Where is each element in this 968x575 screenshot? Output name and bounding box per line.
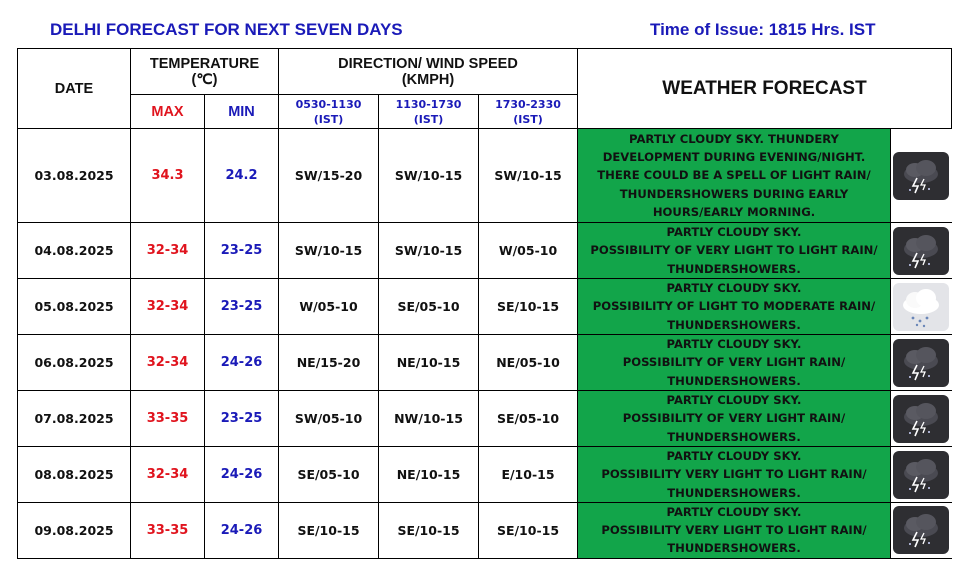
forecast-line: POSSIBILITY OF VERY LIGHT RAIN/: [622, 355, 846, 370]
weather-icon-cell: [891, 279, 952, 335]
header-slot-3-ist: (IST): [513, 112, 543, 126]
forecast-text-cell: [578, 335, 891, 391]
thunderstorm-night-icon: [893, 451, 949, 499]
date-cell: 09.08.2025: [18, 503, 131, 559]
date-cell: 03.08.2025: [18, 129, 131, 223]
forecast-line: THUNDERSHOWERS.: [667, 429, 801, 444]
forecast-line: THUNDERSHOWERS.: [667, 373, 801, 388]
forecast-line: THERE COULD BE A SPELL OF LIGHT RAIN/: [597, 168, 871, 183]
wind-slot-3-cell: SW/10-15: [479, 129, 578, 223]
weather-icon-cell: [891, 129, 952, 223]
header-slot-2-ist: (IST): [413, 112, 444, 126]
wind-slot-2-cell: NE/10-15: [379, 335, 479, 391]
thunderstorm-night-icon: [893, 506, 949, 554]
max-temp-cell: 32-34: [131, 335, 205, 391]
forecast-row: [18, 223, 952, 279]
header-slot-3-time: 1730-2330: [495, 97, 561, 111]
min-temp-cell: 24.2: [205, 129, 279, 223]
header-wind-unit: (KMPH): [401, 71, 455, 88]
wind-slot-2-cell: SW/10-15: [379, 129, 479, 223]
forecast-line: POSSIBILITY VERY LIGHT TO LIGHT RAIN/: [601, 467, 867, 482]
min-temp-cell: 23-25: [205, 391, 279, 447]
forecast-text-cell: [578, 503, 891, 559]
header-row-top: [18, 49, 952, 95]
header-weather-forecast: WEATHER FORECAST: [578, 49, 952, 129]
header-min: MIN: [205, 95, 279, 129]
forecast-text-cell: [578, 129, 891, 223]
rain-cloud-icon: [893, 283, 949, 331]
wind-slot-1-cell: SW/10-15: [279, 223, 379, 279]
forecast-row: [18, 391, 952, 447]
header-slot-1: [279, 95, 379, 129]
forecast-line: POSSIBILITY OF VERY LIGHT RAIN/: [622, 411, 846, 426]
forecast-row: [18, 279, 952, 335]
date-cell: 04.08.2025: [18, 223, 131, 279]
weather-icon-cell: [891, 391, 952, 447]
wind-slot-2-cell: SW/10-15: [379, 223, 479, 279]
forecast-line: THUNDERSHOWERS DURING EARLY: [619, 186, 849, 201]
date-cell: 07.08.2025: [18, 391, 131, 447]
header-slot-2: [379, 95, 479, 129]
forecast-line: PARTLY CLOUDY SKY.: [666, 225, 802, 240]
wind-slot-1-cell: NE/15-20: [279, 335, 379, 391]
wind-slot-3-cell: E/10-15: [479, 447, 578, 503]
wind-slot-1-cell: SW/15-20: [279, 129, 379, 223]
forecast-line: DEVELOPMENT DURING EVENING/NIGHT.: [602, 150, 866, 165]
forecast-line: THUNDERSHOWERS.: [667, 317, 801, 332]
forecast-line: POSSIBILITY OF VERY LIGHT TO LIGHT RAIN/: [590, 243, 878, 258]
wind-slot-3-cell: SE/10-15: [479, 279, 578, 335]
max-temp-cell: 33-35: [131, 503, 205, 559]
forecast-line: PARTLY CLOUDY SKY.: [666, 505, 802, 519]
forecast-line: HOURS/EARLY MORNING.: [652, 204, 816, 219]
wind-slot-2-cell: NE/10-15: [379, 447, 479, 503]
forecast-line: PARTLY CLOUDY SKY.: [666, 393, 802, 408]
forecast-row: [18, 129, 952, 223]
thunderstorm-night-icon: [893, 227, 949, 275]
wind-slot-3-cell: SE/10-15: [479, 503, 578, 559]
forecast-line: PARTLY CLOUDY SKY.: [666, 337, 802, 352]
page-title: DELHI FORECAST FOR NEXT SEVEN DAYS: [50, 20, 403, 39]
wind-slot-2-cell: SE/05-10: [379, 279, 479, 335]
header-wind-label: DIRECTION/ WIND SPEED: [338, 55, 518, 72]
min-temp-cell: 24-26: [205, 447, 279, 503]
date-cell: 06.08.2025: [18, 335, 131, 391]
max-temp-cell: 34.3: [131, 129, 205, 223]
max-temp-cell: 32-34: [131, 447, 205, 503]
wind-slot-3-cell: SE/05-10: [479, 391, 578, 447]
header-slot-2-time: 1130-1730: [395, 97, 462, 111]
wind-slot-2-cell: NW/10-15: [379, 391, 479, 447]
thunderstorm-night-icon: [893, 339, 949, 387]
header-max: MAX: [131, 95, 205, 129]
date-cell: 05.08.2025: [18, 279, 131, 335]
wind-slot-3-cell: NE/05-10: [479, 335, 578, 391]
header-slot-3: [479, 95, 578, 129]
wind-slot-3-cell: W/05-10: [479, 223, 578, 279]
forecast-row: [18, 335, 952, 391]
max-temp-cell: 33-35: [131, 391, 205, 447]
header-date: DATE: [18, 49, 131, 129]
forecast-text-cell: [578, 223, 891, 279]
forecast-row: [18, 503, 952, 559]
header-temperature: [131, 49, 279, 95]
min-temp-cell: 24-26: [205, 503, 279, 559]
date-cell: 08.08.2025: [18, 447, 131, 503]
header-wind: [279, 49, 578, 95]
thunderstorm-night-icon: [893, 152, 949, 200]
forecast-row: [18, 447, 952, 503]
header-temperature-unit: (℃): [191, 71, 218, 88]
wind-slot-1-cell: SW/05-10: [279, 391, 379, 447]
min-temp-cell: 23-25: [205, 223, 279, 279]
forecast-line: POSSIBILITY VERY LIGHT TO LIGHT RAIN/: [601, 523, 867, 538]
forecast-line: POSSIBILITY OF LIGHT TO MODERATE RAIN/: [592, 299, 876, 314]
forecast-line: PARTLY CLOUDY SKY.: [666, 281, 802, 296]
forecast-line: THUNDERSHOWERS.: [667, 261, 801, 276]
forecast-text-cell: [578, 279, 891, 335]
forecast-line: PARTLY CLOUDY SKY. THUNDERY: [629, 131, 839, 146]
header-slot-1-time: 0530-1130: [295, 97, 362, 111]
wind-slot-1-cell: SE/05-10: [279, 447, 379, 503]
min-temp-cell: 23-25: [205, 279, 279, 335]
wind-slot-2-cell: SE/10-15: [379, 503, 479, 559]
max-temp-cell: 32-34: [131, 279, 205, 335]
forecast-line: THUNDERSHOWERS.: [667, 485, 801, 500]
wind-slot-1-cell: W/05-10: [279, 279, 379, 335]
forecast-line: PARTLY CLOUDY SKY.: [666, 449, 802, 464]
weather-icon-cell: [891, 447, 952, 503]
weather-icon-cell: [891, 503, 952, 559]
forecast-text-cell: [578, 447, 891, 503]
min-temp-cell: 24-26: [205, 335, 279, 391]
forecast-text-cell: [578, 391, 891, 447]
max-temp-cell: 32-34: [131, 223, 205, 279]
time-of-issue: Time of Issue: 1815 Hrs. IST: [650, 20, 876, 39]
weather-icon-cell: [891, 223, 952, 279]
wind-slot-1-cell: SE/10-15: [279, 503, 379, 559]
weather-icon-cell: [891, 335, 952, 391]
header-temperature-label: TEMPERATURE: [149, 55, 260, 72]
thunderstorm-night-icon: [893, 395, 949, 443]
forecast-line: THUNDERSHOWERS.: [667, 541, 801, 556]
forecast-table: [17, 48, 952, 559]
header-slot-1-ist: (IST): [313, 112, 344, 126]
